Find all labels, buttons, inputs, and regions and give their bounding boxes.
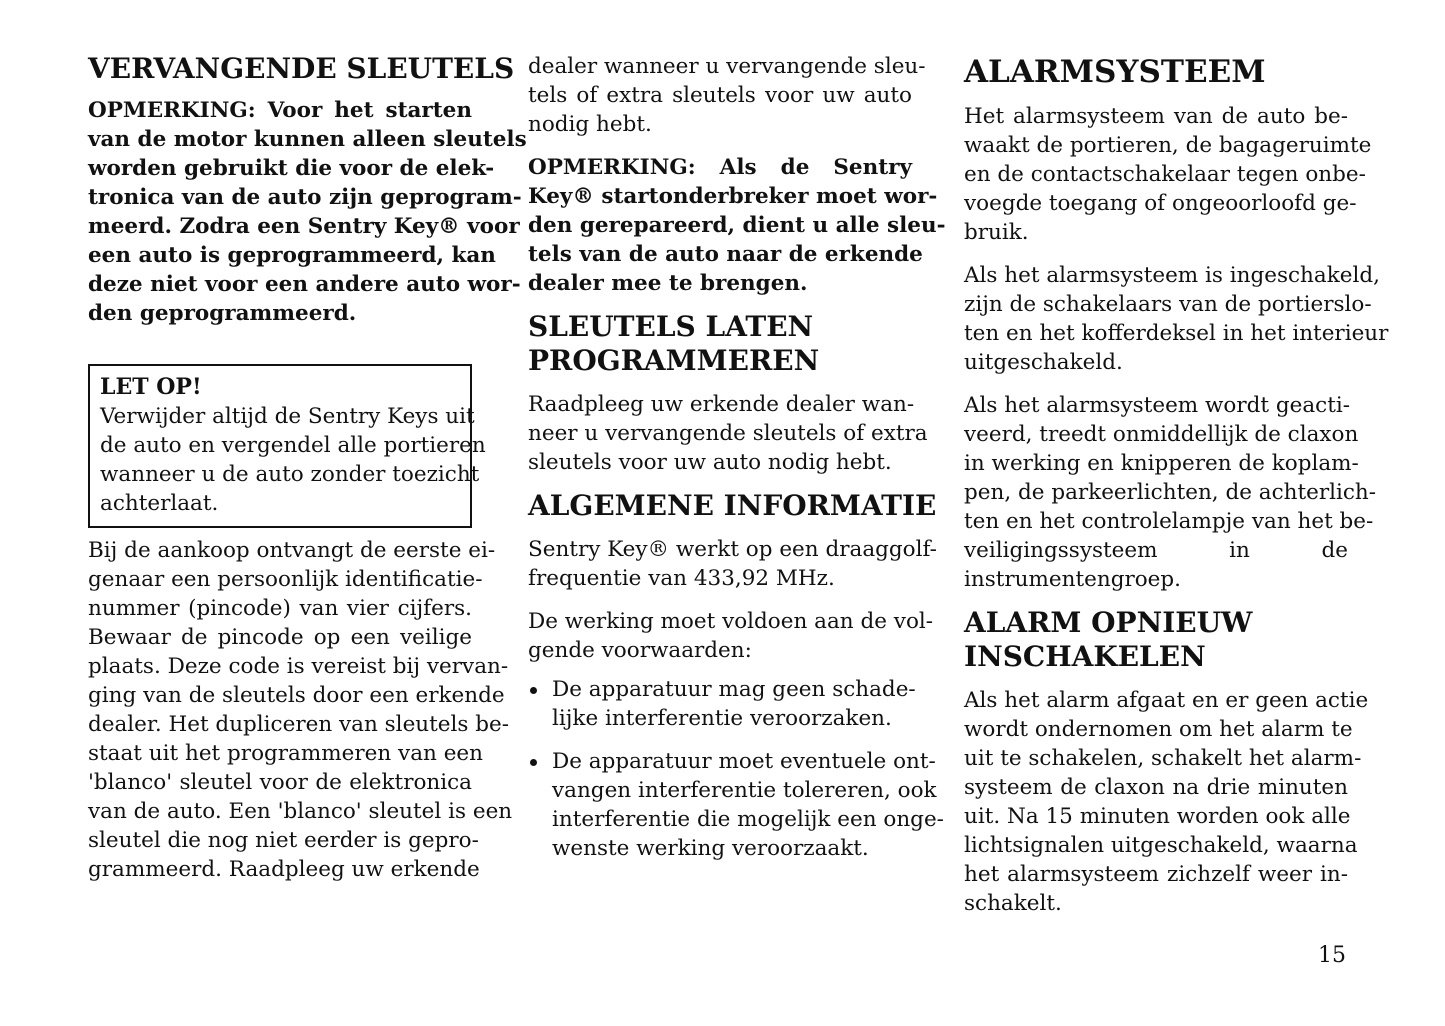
note-startonderbreker bbox=[528, 153, 946, 298]
bullet-icon bbox=[530, 759, 537, 766]
text-line: pen, de parkeerlichten, de achterlich- bbox=[964, 480, 1377, 505]
text-line: een auto is geprogrammeerd, kan bbox=[88, 243, 496, 268]
text-line: schakelt. bbox=[964, 891, 1062, 916]
text-line: uit te schakelen, schakelt het alarm- bbox=[964, 746, 1362, 771]
text-line: voegde toegang of ongeoorloofd ge- bbox=[964, 191, 1357, 216]
heading-line: ALARM OPNIEUW bbox=[964, 606, 1253, 639]
text-line: Raadpleeg uw erkende dealer wan- bbox=[528, 392, 915, 417]
text-line: wenste werking veroorzaakt. bbox=[552, 836, 869, 861]
heading-line: SLEUTELS LATEN bbox=[528, 310, 814, 343]
text-line: uitgeschakeld. bbox=[964, 350, 1123, 375]
text-line: van de auto. Een 'blanco' sleutel is een bbox=[88, 799, 513, 824]
text-line: dealer. Het dupliceren van sleutels be- bbox=[88, 712, 509, 737]
text-line: en de contactschakelaar tegen onbe- bbox=[964, 162, 1366, 187]
paragraph-alarm-intro bbox=[964, 102, 1372, 247]
text-line: OPMERKING: Voor het starten bbox=[88, 98, 472, 123]
text-line: Als het alarmsysteem wordt geacti- bbox=[964, 393, 1351, 418]
paragraph-frequentie bbox=[528, 535, 937, 593]
bullet-item bbox=[528, 747, 944, 863]
text-line: ten en het kofferdeksel in het interieur bbox=[964, 321, 1389, 346]
text-line: wordt ondernomen om het alarm te bbox=[964, 717, 1353, 742]
text-line: grammeerd. Raadpleeg uw erkende bbox=[88, 857, 480, 882]
paragraph-continued bbox=[528, 52, 926, 139]
text-line: sleutel die nog niet eerder is gepro- bbox=[88, 828, 479, 853]
text-line: Bij de aankoop ontvangt de eerste ei- bbox=[88, 538, 496, 563]
heading-algemene-informatie: ALGEMENE INFORMATIE bbox=[528, 489, 937, 522]
text-line: systeem de claxon na drie minuten bbox=[964, 775, 1348, 800]
paragraph-ingeschakeld bbox=[964, 261, 1389, 377]
text-line: plaats. Deze code is vereist bij vervan- bbox=[88, 654, 509, 679]
paragraph-pincode bbox=[88, 536, 513, 884]
text-line: uit. Na 15 minuten worden ook alle bbox=[964, 804, 1351, 829]
text-line: veiligingssysteem in de bbox=[964, 538, 1348, 563]
text-line: veerd, treedt onmiddellijk de claxon bbox=[964, 422, 1359, 447]
text-line: ten en het controlelampje van het be- bbox=[964, 509, 1374, 534]
text-line: genaar een persoonlijk identificatie- bbox=[88, 567, 483, 592]
text-line: waakt de portieren, de bagageruimte bbox=[964, 133, 1372, 158]
column-1 bbox=[88, 52, 527, 884]
paragraph-programmeren bbox=[528, 390, 928, 477]
text-line: De apparatuur moet eventuele ont- bbox=[552, 749, 936, 774]
text-line: het alarmsysteem zichzelf weer in- bbox=[964, 862, 1348, 887]
text-line: tels of extra sleutels voor uw auto bbox=[528, 83, 912, 108]
text-line: Het alarmsysteem van de auto be- bbox=[964, 104, 1348, 129]
text-line: Als het alarm afgaat en er geen actie bbox=[964, 688, 1369, 713]
text-line: OPMERKING: Als de Sentry bbox=[528, 155, 912, 180]
text-line: den geprogrammeerd. bbox=[88, 301, 357, 326]
paragraph-alarm-afgaat bbox=[964, 686, 1369, 918]
paragraph-geactiveerd bbox=[964, 391, 1377, 594]
text-line: zijn de schakelaars van de portierslo- bbox=[964, 292, 1372, 317]
text-line: Verwijder altijd de Sentry Keys uit bbox=[100, 404, 475, 429]
text-line: frequentie van 433,92 MHz. bbox=[528, 566, 835, 591]
text-line: dealer mee te brengen. bbox=[528, 271, 808, 296]
text-line: bruik. bbox=[964, 220, 1029, 245]
text-line: Key® startonderbreker moet wor- bbox=[528, 184, 938, 209]
text-line: tronica van de auto zijn geprogram- bbox=[88, 185, 522, 210]
text-line: 'blanco' sleutel voor de elektronica bbox=[88, 770, 472, 795]
text-line: ging van de sleutels door een erkende bbox=[88, 683, 505, 708]
heading-alarmsysteem: ALARMSYSTEEM bbox=[964, 54, 1266, 90]
heading-sleutels-laten-programmeren bbox=[528, 310, 912, 378]
text-line: staat uit het programmeren van een bbox=[88, 741, 483, 766]
column-3 bbox=[964, 52, 1389, 918]
text-line: lijke interferentie veroorzaken. bbox=[552, 706, 892, 731]
text-line: Sentry Key® werkt op een draaggolf- bbox=[528, 537, 937, 562]
text-line: van de motor kunnen alleen sleutels bbox=[88, 127, 527, 152]
text-line: dealer wanneer u vervangende sleu- bbox=[528, 54, 926, 79]
text-line: instrumentengroep. bbox=[964, 567, 1181, 592]
text-line: den gerepareerd, dient u alle sleu- bbox=[528, 213, 946, 238]
text-line: neer u vervangende sleutels of extra bbox=[528, 421, 928, 446]
text-line: wanneer u de auto zonder toezicht bbox=[100, 462, 480, 487]
heading-line: PROGRAMMEREN bbox=[528, 344, 820, 377]
text-line: de auto en vergendel alle portieren bbox=[100, 433, 486, 458]
text-line: achterlaat. bbox=[100, 491, 219, 516]
text-line: Bewaar de pincode op een veilige bbox=[88, 625, 472, 650]
text-line: nummer (pincode) van vier cijfers. bbox=[88, 596, 472, 621]
page-number: 15 bbox=[1318, 943, 1346, 968]
heading-vervangende-sleutels: VERVANGENDE SLEUTELS bbox=[88, 52, 515, 85]
text-line: lichtsignalen uitgeschakeld, waarna bbox=[964, 833, 1358, 858]
text-line: interferentie die mogelijk een onge- bbox=[552, 807, 944, 832]
bullet-item bbox=[528, 675, 916, 733]
text-line: Als het alarmsysteem is ingeschakeld, bbox=[964, 263, 1380, 288]
note-sleutels-programmeren bbox=[88, 96, 527, 328]
text-line: nodig hebt. bbox=[528, 112, 652, 137]
column-2 bbox=[528, 52, 946, 863]
heading-alarm-opnieuw-inschakelen bbox=[964, 606, 1348, 674]
text-line: meerd. Zodra een Sentry Key® voor bbox=[88, 214, 520, 239]
text-line: gende voorwaarden: bbox=[528, 638, 752, 663]
text-line: in werking en knipperen de koplam- bbox=[964, 451, 1359, 476]
bullet-icon bbox=[530, 687, 537, 694]
text-line: De werking moet voldoen aan de vol- bbox=[528, 609, 934, 634]
text-line: De apparatuur mag geen schade- bbox=[552, 677, 916, 702]
warning-title: LET OP! bbox=[100, 374, 202, 400]
paragraph-voorwaarden bbox=[528, 607, 934, 665]
warning-box bbox=[88, 364, 486, 528]
text-line: tels van de auto naar de erkende bbox=[528, 242, 923, 267]
heading-line: INSCHAKELEN bbox=[964, 640, 1206, 673]
text-line: sleutels voor uw auto nodig hebt. bbox=[528, 450, 892, 475]
text-line: deze niet voor een andere auto wor- bbox=[88, 272, 521, 297]
text-line: vangen interferentie tolereren, ook bbox=[552, 778, 937, 803]
text-line: worden gebruikt die voor de elek- bbox=[88, 156, 495, 181]
